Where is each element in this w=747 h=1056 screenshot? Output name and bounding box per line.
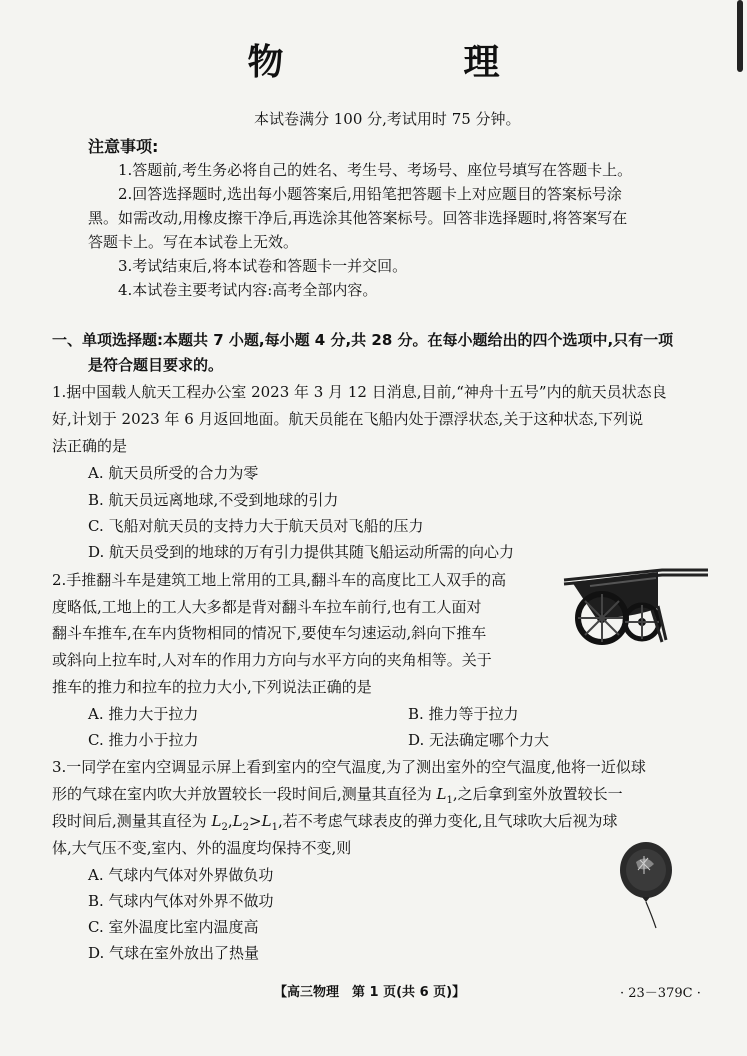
- balloon-figure: [618, 840, 674, 940]
- q3-text: 段时间后,测量其直径为: [52, 812, 212, 830]
- q1-stem: 好,计划于 2023 年 6 月返回地面。航天员能在飞船内处于漂浮状态,关于这种状态,下列说: [52, 410, 644, 428]
- var-l1-sub: 1: [271, 822, 278, 833]
- q3-text: ,之后拿到室外放置较长一: [452, 785, 623, 803]
- q1-option-d: D. 航天员受到的地球的万有引力提供其随飞船运动所需的向心力: [88, 543, 515, 561]
- footer-page-info: 【高三物理 第 1 页(共 6 页)】: [274, 985, 466, 1000]
- var-l2: L: [211, 812, 222, 830]
- q3-text: ,若不考虑气球表皮的弹力变化,且气球吹大后视为球: [277, 812, 618, 830]
- q3-stem-line2: [52, 783, 623, 806]
- q1-stem: 法正确的是: [52, 437, 128, 455]
- var-l1: L: [436, 785, 447, 803]
- q1-option-a: A. 航天员所受的合力为零: [88, 464, 259, 482]
- q3-option-d: D. 气球在室外放出了热量: [88, 944, 260, 962]
- q1-option-b: B. 航天员远离地球,不受到地球的引力: [88, 491, 339, 509]
- q2-stem: 2.手推翻斗车是建筑工地上常用的工具,翻斗车的高度比工人双手的高: [52, 571, 507, 589]
- exam-info: 本试卷满分 100 分,考试用时 75 分钟。: [254, 110, 521, 128]
- q2-stem: 推车的推力和拉车的拉力大小,下列说法正确的是: [52, 678, 372, 696]
- q2-option-b: B. 推力等于拉力: [408, 705, 519, 723]
- q2-option-a: A. 推力大于拉力: [88, 705, 199, 723]
- wheelbarrow-figure: [562, 566, 710, 648]
- q3-text: 形的气球在室内吹大并放置较长一段时间后,测量其直径为: [52, 785, 437, 803]
- note-line: 黑。如需改动,用橡皮擦干净后,再选涂其他答案标号。回答非选择题时,将答案写在: [88, 209, 628, 227]
- q1-stem: 1.据中国载人航天工程办公室 2023 年 3 月 12 日消息,目前,“神舟十五号”内的航天员状态良: [52, 383, 667, 401]
- q2-stem: 度略低,工地上的工人大多都是背对翻斗车拉车前行,也有工人面对: [52, 598, 482, 616]
- var-l1-sub: 1: [446, 795, 453, 806]
- page-title: 物 理: [247, 42, 572, 83]
- section-heading: 一、单项选择题:本题共 7 小题,每小题 4 分,共 28 分。在每小题给出的四个选项中,只有一项: [52, 331, 674, 349]
- note-line: 3.考试结束后,将本试卷和答题卡一并交回。: [118, 257, 408, 275]
- q3-stem-line3: [52, 810, 617, 833]
- var-l1: L: [261, 812, 272, 830]
- greater-than: >: [249, 812, 262, 830]
- q2-stem: 或斜向上拉车时,人对车的作用力方向与水平方向的夹角相等。关于: [52, 651, 492, 669]
- q2-stem: 翻斗车推车,在车内货物相同的情况下,要使车匀速运动,斜向下推车: [52, 624, 487, 642]
- q1-option-c: C. 飞船对航天员的支持力大于航天员对飞船的压力: [88, 517, 424, 535]
- note-line: 2.回答选择题时,选出每小题答案后,用铅笔把答题卡上对应题目的答案标号涂: [118, 185, 622, 203]
- q3-stem: 3.一同学在室内空调显示屏上看到室内的空气温度,为了测出室外的空气温度,他将一近似球: [52, 758, 646, 776]
- q3-option-b: B. 气球内气体对外界不做功: [88, 892, 274, 910]
- var-l2-sub: 2: [221, 822, 228, 833]
- note-line: 答题卡上。写在本试卷上无效。: [88, 233, 299, 251]
- note-line: 4.本试卷主要考试内容:高考全部内容。: [118, 281, 378, 299]
- q3-option-c: C. 室外温度比室内温度高: [88, 918, 259, 936]
- notes-heading: 注意事项:: [88, 137, 159, 156]
- q2-option-d: D. 无法确定哪个力大: [408, 731, 550, 749]
- q2-option-c: C. 推力小于拉力: [88, 731, 199, 749]
- footer-code: · 23－379C ·: [620, 986, 701, 1001]
- q3-stem: 体,大气压不变,室内、外的温度均保持不变,则: [52, 839, 352, 857]
- section-heading-cont: 是符合题目要求的。: [88, 356, 224, 374]
- note-line: 1.答题前,考生务必将自己的姓名、考生号、考场号、座位号填写在答题卡上。: [118, 161, 633, 179]
- var-l2-sub: 2: [242, 822, 250, 833]
- var-l2: L: [232, 812, 243, 830]
- q3-option-a: A. 气球内气体对外界做负功: [88, 866, 274, 884]
- q3-text: ,: [227, 812, 233, 830]
